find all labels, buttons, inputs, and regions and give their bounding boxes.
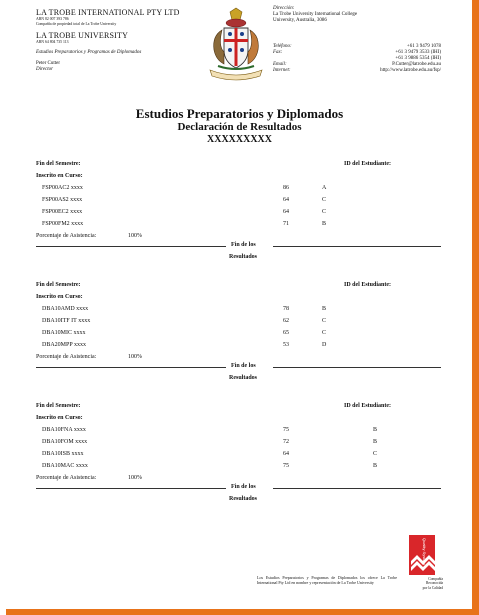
separator-left (36, 367, 226, 368)
contact-phone: Teléfono: +61 3 9479 1078 (273, 44, 441, 49)
end-results-label-2: Resultados (229, 254, 258, 260)
course-grade: C (322, 209, 327, 215)
course-score: 65 (283, 330, 289, 336)
course-grade: C (373, 451, 378, 457)
document-subtitle: Declaración de Resultados (177, 121, 302, 133)
course-grade: C (322, 197, 327, 203)
course-score: 64 (283, 209, 289, 215)
address-label: Dirección: (273, 6, 295, 11)
company-abn: ABN 82 007 393 786 (36, 17, 69, 21)
contact-email: Email: P.Cutter@latrobe.edu.au (273, 62, 441, 67)
university-crest-icon (200, 6, 272, 86)
letterhead-left (36, 8, 206, 73)
quality-caption: Compañía Reconocida por la Calidad (422, 577, 443, 590)
course-code: DBA10FNA xxxx (42, 427, 86, 433)
page-border-right (472, 6, 479, 609)
course-code: DBA10AMD xxxx (42, 306, 89, 312)
attendance-value: 100% (128, 233, 142, 239)
course-grade: B (373, 463, 378, 469)
course-grade: B (373, 427, 378, 433)
address-line-1: La Trobe University International College (273, 12, 358, 17)
separator-left (36, 246, 226, 247)
course-score: 64 (283, 451, 289, 457)
course-code: DBA10MAC xxxx (42, 463, 88, 469)
course-code: DBA20MPP xxxx (42, 342, 86, 348)
semester-label: Fin del Semestre: (36, 161, 81, 167)
company-name: LA TROBE INTERNATIONAL PTY LTD (36, 8, 180, 17)
director-name: Peter Cutter (36, 60, 61, 66)
course-score: 75 (283, 427, 289, 433)
course-code: DBA10MIC xxxx (42, 330, 86, 336)
document-title: Estudios Preparatorios y Diplomados (135, 106, 344, 121)
attendance-label: Porcentaje de Asistencia: (36, 475, 97, 481)
student-id-label: ID del Estudiante: (344, 161, 392, 167)
end-results-label-2: Resultados (229, 496, 258, 502)
company-subtitle: Compañía de propiedad total de La Trobe University (36, 21, 117, 26)
course-code: DBA10ISB xxxx (42, 451, 84, 457)
attendance-label: Porcentaje de Asistencia: (36, 233, 97, 239)
letterhead-right (273, 6, 441, 74)
course-grade: B (322, 306, 327, 312)
footer-note: Los Estudios Preparatorios y Programas de Diplomados los ofrece La Trobe International Pty Ltd en nombre y representación de La Trobe University (257, 575, 397, 585)
address-line-2: University, Australia, 3086 (273, 18, 327, 23)
course-grade: A (322, 185, 327, 191)
attendance-value: 100% (128, 475, 142, 481)
course-code: DBA10ITF IT xxxx (42, 318, 91, 324)
course-score: 71 (283, 221, 289, 227)
course-score: 78 (283, 306, 289, 312)
department-name: Estudios Preparatorios y Programas de Diplomados (36, 49, 142, 55)
semester-label: Fin del Semestre: (36, 403, 81, 409)
separator-right (273, 246, 441, 247)
course-grade: B (373, 439, 378, 445)
badge-text: Quality System (422, 538, 427, 565)
course-code: FSP00AS2 xxxx (42, 197, 83, 203)
page-border-bottom (6, 609, 479, 615)
course-code: FSP00EC2 xxxx (42, 209, 83, 215)
university-abn: ABN 64 804 735 113 (36, 40, 69, 45)
separator-left (36, 488, 226, 489)
course-score: 75 (283, 463, 289, 469)
course-grade: B (322, 221, 327, 227)
end-results-label-2: Resultados (229, 375, 258, 381)
enrolled-label: Inscrito en Curso: (36, 294, 83, 300)
end-results-label-1: Fin de los (231, 242, 256, 248)
course-code: FSP00FM2 xxxx (42, 221, 84, 227)
enrolled-label: Inscrito en Curso: (36, 415, 83, 421)
course-grade: C (322, 318, 327, 324)
course-grade: D (322, 342, 327, 348)
end-results-label-1: Fin de los (231, 484, 256, 490)
contact-fax-2: +61 3 9886 5354 (IHI) (395, 56, 441, 61)
course-score: 64 (283, 197, 289, 203)
course-score: 72 (283, 439, 289, 445)
separator-right (273, 367, 441, 368)
course-score: 62 (283, 318, 289, 324)
course-code: FSP00AC2 xxxx (42, 185, 83, 191)
contact-website: Internet: http://www.latrobe.edu.au/fsp/ (273, 68, 441, 73)
course-grade: C (322, 330, 327, 336)
director-title: Director (36, 66, 54, 72)
student-id-label: ID del Estudiante: (344, 403, 392, 409)
semester-label: Fin del Semestre: (36, 282, 81, 288)
university-name: LA TROBE UNIVERSITY (36, 31, 129, 41)
end-results-label-1: Fin de los (231, 363, 256, 369)
course-code: DBA10FOM xxxx (42, 439, 88, 445)
contact-fax-1: Fax: +61 3 9479 3533 (IHI) (273, 50, 441, 55)
student-name: XXXXXXXXX (207, 134, 272, 145)
student-id-label: ID del Estudiante: (344, 282, 392, 288)
enrolled-label: Inscrito en Curso: (36, 173, 83, 179)
course-score: 53 (283, 342, 289, 348)
course-score: 86 (283, 185, 289, 191)
separator-right (273, 488, 441, 489)
attendance-value: 100% (128, 354, 142, 360)
attendance-label: Porcentaje de Asistencia: (36, 354, 97, 360)
